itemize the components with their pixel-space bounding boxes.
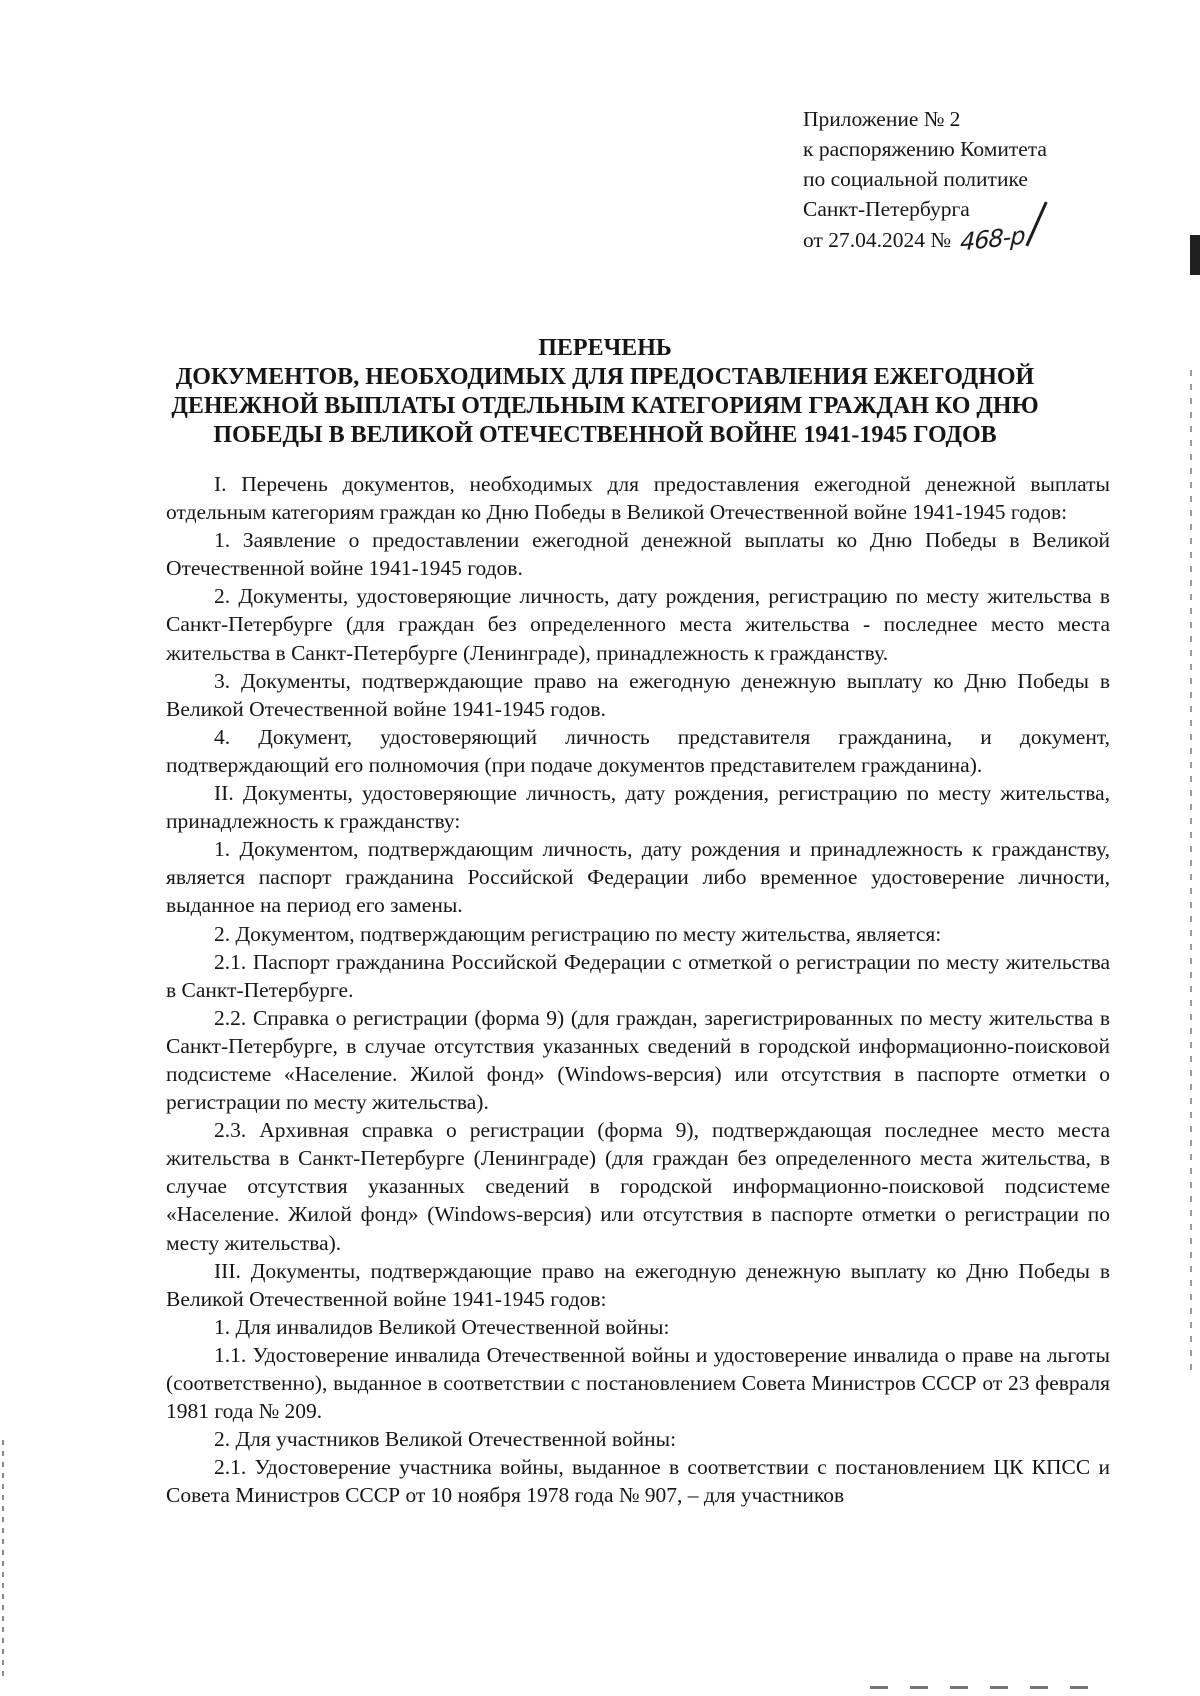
document-title [130, 334, 1080, 450]
title-line-2: ДОКУМЕНТОВ, НЕОБХОДИМЫХ ДЛЯ ПРЕДОСТАВЛЕНИЯ ЕЖЕГОДНОЙ [175, 364, 1035, 390]
scan-artifact-bottom [870, 1686, 1110, 1689]
appendix-date-number: от 27.04.2024 № [803, 228, 951, 252]
section-2-heading: II. Документы, удостоверяющие личность, дату рождения, регистрацию по месту жительства, принадлежность к гражданству: [166, 781, 1110, 834]
title-line-4: ПОБЕДЫ В ВЕЛИКОЙ ОТЕЧЕСТВЕННОЙ ВОЙНЕ 1941-1945 ГОДОВ [213, 422, 997, 448]
scan-edge-mark [1190, 235, 1200, 275]
list-item: 2. Документом, подтверждающим регистрацию по месту жительства, является: [214, 921, 942, 946]
scan-artifact-right [1190, 370, 1192, 1370]
list-item: 4. Документ, удостоверяющий личность представителя гражданина, и документ, подтверждающий его полномочия (при подаче документов представителем гражданина). [166, 724, 1110, 777]
list-item: 2.2. Справка о регистрации (форма 9) (для граждан, зарегистрированных по месту жительства в Санкт-Петербурге, в случае отсутствия указанных сведений в городской информационно-поисковой подсистеме «Население. Жилой фонд» (Windows-версия) или отсутствия в паспорте отметки о регистрации по месту жительства). [166, 1005, 1110, 1115]
list-item: 2. Документы, удостоверяющие личность, дату рождения, регистрацию по месту жительства в Санкт-Петербурге (для граждан без определенного места жительства - последнее место места жительства в Санкт-Петербурге (Ленинграде), принадлежность к гражданству. [166, 584, 1110, 665]
appendix-line-2: к распоряжению Комитета [803, 137, 1047, 161]
list-item: 2. Для участников Великой Отечественной войны: [214, 1427, 677, 1452]
appendix-line-1: Приложение № 2 [803, 107, 961, 131]
appendix-line-3: по социальной политике [803, 167, 1028, 191]
section-3-heading: III. Документы, подтверждающие право на ежегодную денежную выплату ко Дню Победы в Великой Отечественной войне 1941-1945 годов: [166, 1258, 1110, 1311]
list-item: 1.1. Удостоверение инвалида Отечественной войны и удостоверение инвалида о праве на льготы (соответственно), выданное в соответствии с постановлением Совета Министров СССР от 23 февраля 1981 года № 209. [166, 1342, 1110, 1424]
document-body [166, 470, 1110, 1509]
scan-artifact-left [2, 1440, 4, 1680]
title-line-3: ДЕНЕЖНОЙ ВЫПЛАТЫ ОТДЕЛЬНЫМ КАТЕГОРИЯМ ГРАЖДАН КО ДНЮ [171, 393, 1039, 419]
appendix-line-4: Санкт-Петербурга [803, 197, 970, 221]
section-1-heading: I. Перечень документов, необходимых для предоставления ежегодной денежной выплаты отдельным категориям граждан ко Дню Победы в Великой Отечественной войне 1941-1945 годов: [166, 472, 1110, 525]
appendix-line-5 [803, 221, 1133, 257]
list-item: 2.3. Архивная справка о регистрации (форма 9), подтверждающая последнее место места жительства в Санкт-Петербурге (Ленинграде) (для граждан без определенного места жительства, в случае отсутствия указанных сведений в городской информационно-поисковой подсистеме «Население. Жилой фонд» (Windows-версия) или отсутствия в паспорте отметки о регистрации по месту жительства). [166, 1118, 1110, 1255]
list-item: 1. Заявление о предоставлении ежегодной денежной выплаты ко Дню Победы в Великой Отечественной войне 1941-1945 годов. [166, 528, 1110, 581]
handwritten-document-number: 468-р [959, 221, 1026, 257]
list-item: 2.1. Паспорт гражданина Российской Федерации с отметкой о регистрации по месту жительства в Санкт-Петербурге. [166, 949, 1110, 1002]
title-line-1: ПЕРЕЧЕНЬ [538, 335, 672, 361]
list-item: 1. Документом, подтверждающим личность, дату рождения и принадлежность к гражданству, является паспорт гражданина Российской Федерации либо временное удостоверение личности, выданное на период его замены. [166, 837, 1110, 918]
list-item: 3. Документы, подтверждающие право на ежегодную денежную выплату ко Дню Победы в Великой Отечественной войне 1941-1945 годов. [166, 668, 1110, 721]
list-item: 1. Для инвалидов Великой Отечественной войны: [214, 1314, 670, 1339]
list-item: 2.1. Удостоверение участника войны, выданное в соответствии с постановлением ЦК КПСС и Совета Министров СССР от 10 ноября 1978 года № 907, – для участников [166, 1455, 1110, 1508]
appendix-header [803, 104, 1133, 255]
